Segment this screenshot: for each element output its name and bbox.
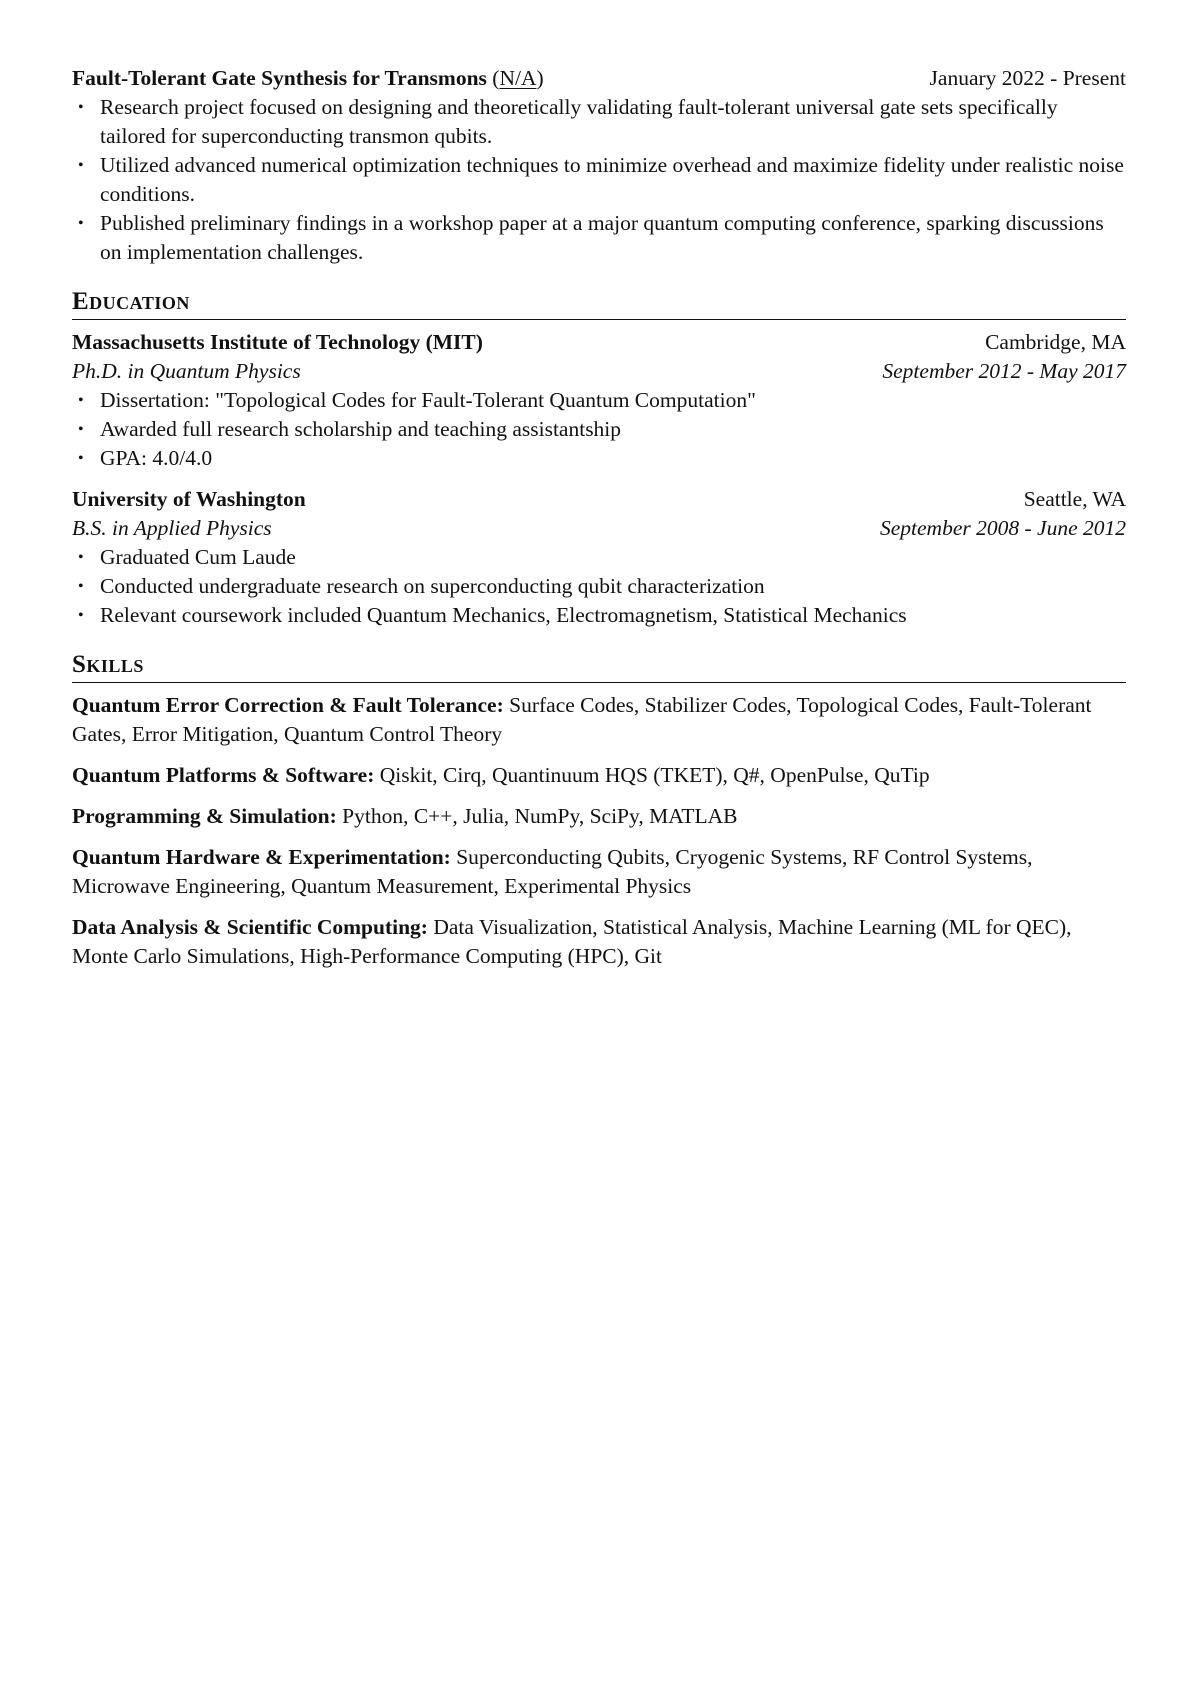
school-name: Massachusetts Institute of Technology (MIT) [72, 330, 483, 354]
skill-value: Surface Codes, Stabilizer Codes, Topological Codes, Fault-Tolerant Gates, Error Mitigation, Quantum Control Theory [72, 693, 1092, 746]
bullet-text: Dissertation: "Topological Codes for Fault-Tolerant Quantum Computation" [100, 388, 756, 412]
bullet-icon: • [78, 549, 84, 566]
skill-item [72, 843, 1126, 901]
bullet-text: Research project focused on designing and theoretically validating fault-tolerant universal gate sets specifically tailored for superconducting transmon qubits. [100, 95, 1058, 148]
education-bullets [72, 386, 1126, 473]
education-entry-uw [72, 485, 1126, 630]
education-entry-mit [72, 328, 1126, 473]
skill-value: Data Visualization, Statistical Analysis, Machine Learning (ML for QEC), Monte Carlo Simulations, High-Performance Computing (HPC), Git [72, 915, 1072, 968]
bullet-text: Relevant coursework included Quantum Mechanics, Electromagnetism, Statistical Mechanics [100, 603, 907, 627]
bullet-icon: • [78, 607, 84, 624]
skill-item [72, 691, 1126, 749]
bullet-icon: • [78, 99, 84, 116]
bullet-text: Graduated Cum Laude [100, 545, 296, 569]
skill-name: Quantum Error Correction & Fault Tolerance: [72, 693, 504, 717]
degree: B.S. in Applied Physics [72, 516, 272, 540]
skill-name: Quantum Platforms & Software: [72, 763, 375, 787]
project-header [72, 64, 1126, 93]
bullet-icon: • [78, 215, 84, 232]
degree-dates: September 2008 - June 2012 [880, 516, 1126, 540]
education-entry-subheader [72, 357, 1126, 386]
skill-name: Programming & Simulation: [72, 804, 337, 828]
bullet-icon: • [78, 578, 84, 595]
bullet-icon: • [78, 450, 84, 467]
skill-item [72, 802, 1126, 831]
bullet-text: Conducted undergraduate research on superconducting qubit characterization [100, 574, 765, 598]
list-item [72, 601, 1126, 630]
skills-heading: Skills [72, 650, 1126, 683]
bullet-text: Utilized advanced numerical optimization techniques to minimize overhead and maximize fidelity under realistic noise conditions. [100, 153, 1124, 206]
bullet-text: Published preliminary findings in a workshop paper at a major quantum computing conference, sparking discussions on implementation challenges. [100, 211, 1104, 264]
skill-item [72, 913, 1126, 971]
list-item [72, 415, 1126, 444]
degree: Ph.D. in Quantum Physics [72, 359, 301, 383]
skills-section [72, 650, 1126, 971]
school-location: Cambridge, MA [985, 330, 1126, 354]
bullet-text: GPA: 4.0/4.0 [100, 446, 213, 470]
project-link-paren-close: ) [536, 66, 544, 90]
list-item [72, 93, 1126, 151]
project-title: Fault-Tolerant Gate Synthesis for Transmons [72, 66, 487, 90]
education-entry-subheader [72, 514, 1126, 543]
education-heading: Education [72, 287, 1126, 320]
list-item [72, 209, 1126, 267]
skill-name: Data Analysis & Scientific Computing: [72, 915, 428, 939]
list-item [72, 572, 1126, 601]
list-item [72, 444, 1126, 473]
project-title-group [72, 64, 544, 93]
skill-value: Superconducting Qubits, Cryogenic Systems, RF Control Systems, Microwave Engineering, Quantum Measurement, Experimental Physics [72, 845, 1033, 898]
project-link-paren-open: ( [492, 66, 500, 90]
list-item [72, 386, 1126, 415]
skill-value: Qiskit, Cirq, Quantinuum HQS (TKET), Q#, OpenPulse, QuTip [379, 763, 930, 787]
education-section [72, 287, 1126, 630]
school-name: University of Washington [72, 487, 306, 511]
education-entry-header [72, 485, 1126, 514]
project-bullets [72, 93, 1126, 267]
skill-value: Python, C++, Julia, NumPy, SciPy, MATLAB [342, 804, 738, 828]
bullet-icon: • [78, 392, 84, 409]
bullet-text: Awarded full research scholarship and teaching assistantship [100, 417, 622, 441]
project-entry [72, 64, 1126, 267]
bullet-icon: • [78, 421, 84, 438]
bullet-icon: • [78, 157, 84, 174]
education-bullets [72, 543, 1126, 630]
school-location: Seattle, WA [1023, 487, 1126, 511]
list-item [72, 151, 1126, 209]
project-link[interactable]: N/A [499, 66, 537, 90]
resume-page [72, 64, 1126, 983]
skill-item [72, 761, 1126, 790]
project-date: January 2022 - Present [929, 66, 1126, 90]
skill-name: Quantum Hardware & Experimentation: [72, 845, 451, 869]
list-item [72, 543, 1126, 572]
degree-dates: September 2012 - May 2017 [882, 359, 1126, 383]
education-entry-header [72, 328, 1126, 357]
